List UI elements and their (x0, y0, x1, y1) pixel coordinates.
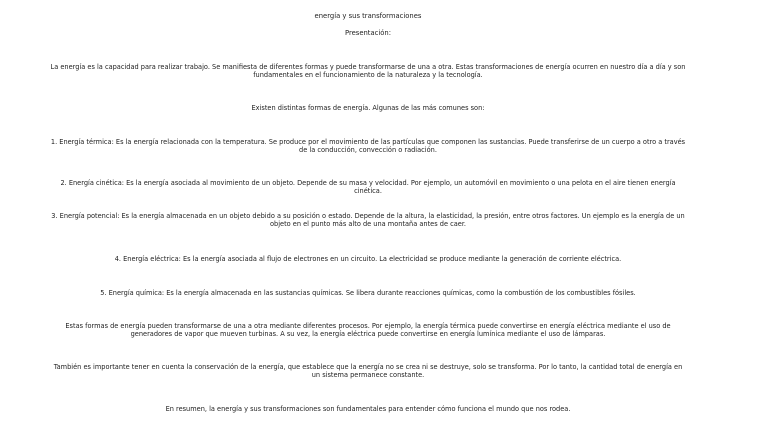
paragraph-transformations: Estas formas de energía pueden transformarse de una a otra mediante diferentes procesos. Por ejemplo, la energía térmica puede convertirse en energía eléctrica mediante el uso de generadores de vapor que mueven turbinas. A su vez, la energía eléctrica puede convertirse en energía lumínica mediante el uso de lámparas. (65, 322, 671, 339)
paragraph-chemical-energy: 5. Energía química: Es la energía almacenada en las sustancias químicas. Se libera durante reacciones químicas, como la combustión de los combustibles fósiles. (100, 289, 636, 297)
document-title: energía y sus transformaciones (314, 12, 422, 20)
paragraph-thermal-energy: 1. Energía térmica: Es la energía relacionada con la temperatura. Se produce por el movimiento de las partículas que componen las sustancias. Puede transferirse de un cuerpo a otro a través de la conducción, convección o radiación. (50, 138, 686, 155)
paragraph-forms-intro: Existen distintas formas de energía. Algunas de las más comunes son: (251, 104, 485, 112)
paragraph-summary: En resumen, la energía y sus transformaciones son fundamentales para entender cómo funciona el mundo que nos rodea. (165, 405, 571, 413)
paragraph-potential-energy: 3. Energía potencial: Es la energía almacenada en un objeto debido a su posición o estado. Depende de la altura, la elasticidad, la presión, entre otros factores. Un ejemplo es la energía de un objeto en el punto más alto de una montaña antes de caer. (51, 212, 685, 229)
paragraph-intro: La energía es la capacidad para realizar trabajo. Se manifiesta de diferentes formas y puede transformarse de una a otra. Estas transformaciones de energía ocurren en nuestro día a día y son fundamentales en el funcionamiento de la naturaleza y la tecnología. (50, 63, 686, 80)
presentation-heading: Presentación: (344, 29, 392, 37)
paragraph-electrical-energy: 4. Energía eléctrica: Es la energía asociada al flujo de electrones en un circuito. La electricidad se produce mediante la generación de corriente eléctrica. (114, 255, 622, 263)
paragraph-conservation: También es importante tener en cuenta la conservación de la energía, que establece que la energía no se crea ni se destruye, solo se transforma. Por lo tanto, la cantidad total de energía en un sistema permanece constante. (53, 363, 683, 380)
paragraph-kinetic-energy: 2. Energía cinética: Es la energía asociada al movimiento de un objeto. Depende de su masa y velocidad. Por ejemplo, un automóvil en movimiento o una pelota en el aire tienen energía cinética. (60, 179, 676, 196)
